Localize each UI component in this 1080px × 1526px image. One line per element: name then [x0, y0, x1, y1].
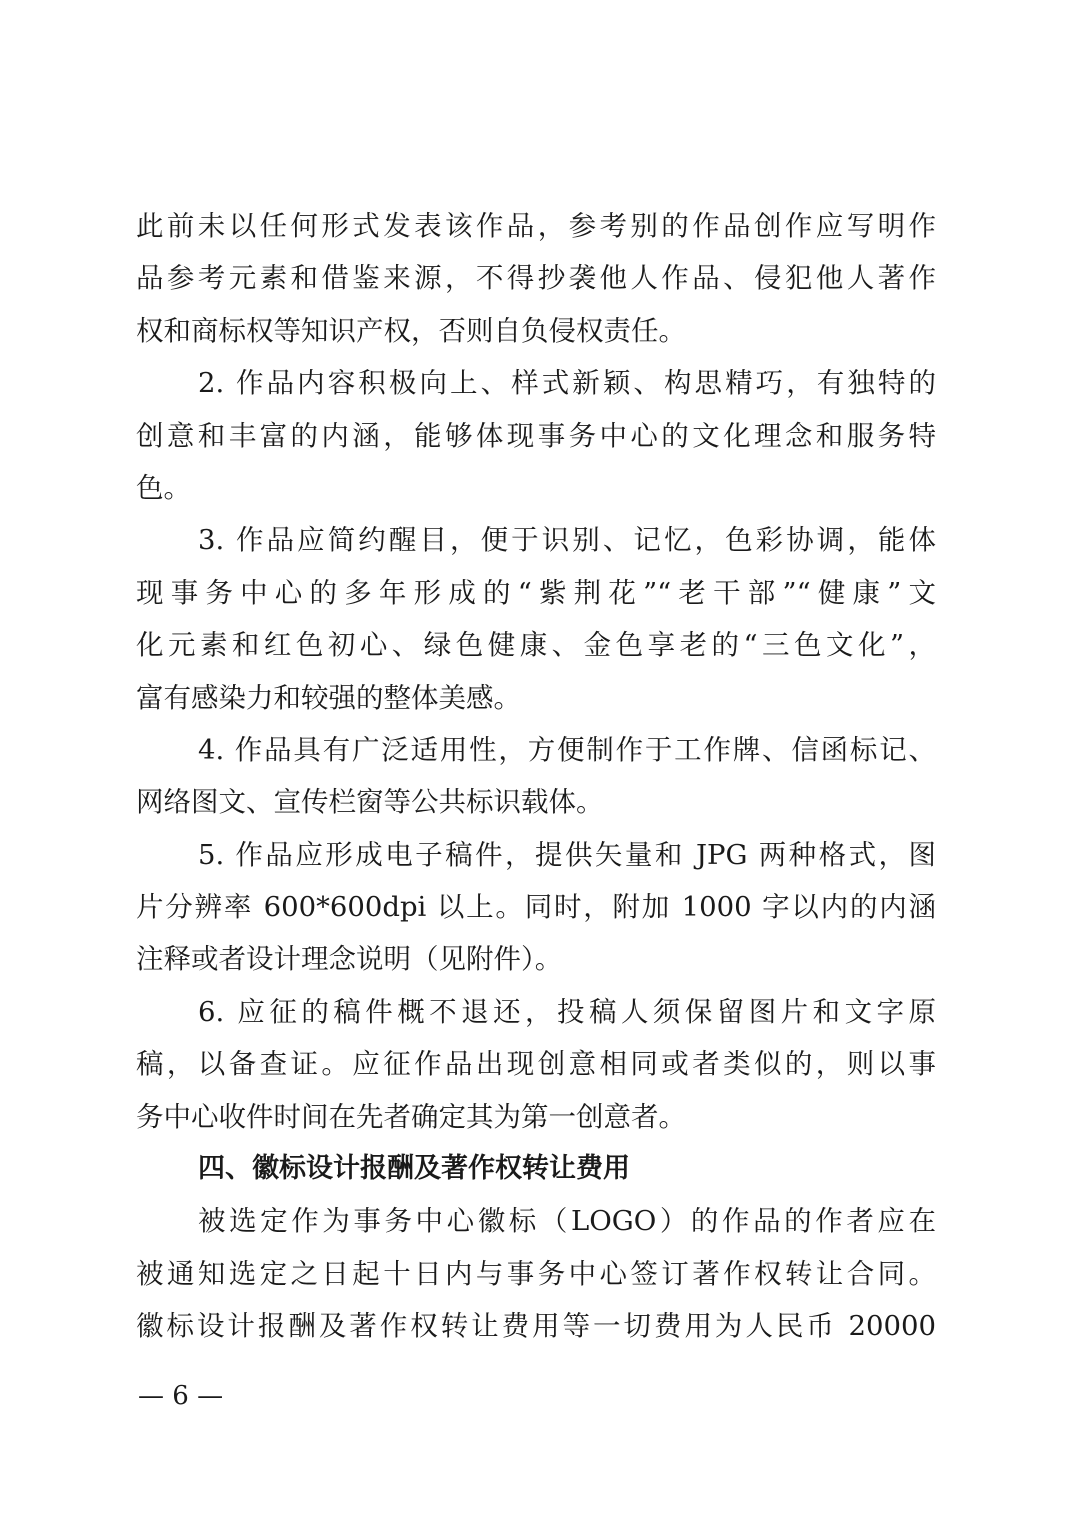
- text-line: [136, 410, 936, 462]
- text-line: [136, 933, 936, 985]
- text-line: [136, 1300, 936, 1352]
- text-line: [136, 1195, 936, 1247]
- text-line-content: 品参考元素和借鉴来源，不得抄袭他人作品、侵犯他人著作: [136, 262, 936, 295]
- text-line: [136, 776, 936, 828]
- text-line-content: 现事务中心的多年形成的“紫荆花”“老干部”“健康”文: [136, 576, 936, 609]
- text-line-content: 3. 作品应简约醒目，便于识别、记忆，色彩协调，能体: [198, 524, 936, 557]
- text-line-content: 被选定作为事务中心徽标（LOGO）的作品的作者应在: [198, 1205, 936, 1238]
- text-line-content: 富有感染力和较强的整体美感。: [136, 681, 521, 714]
- text-line-content: 网络图文、宣传栏窗等公共标识载体。: [136, 786, 604, 819]
- text-line-content: 徽标设计报酬及著作权转让费用等一切费用为人民币 20000: [136, 1310, 936, 1343]
- text-line-content: 稿，以备查证。应征作品出现创意相同或者类似的，则以事: [136, 1048, 936, 1081]
- text-line-content: 此前未以任何形式发表该作品，参考别的作品创作应写明作: [136, 210, 936, 242]
- text-line: [136, 1248, 936, 1300]
- text-line: [136, 200, 936, 252]
- text-line-content: 片分辨率 600*600dpi 以上。同时，附加 1000 字以内的内涵: [136, 891, 936, 924]
- text-line: [136, 514, 936, 566]
- text-line: [136, 829, 936, 881]
- body-text: [136, 200, 936, 1353]
- text-line-content: 5. 作品应形成电子稿件，提供矢量和 JPG 两种格式，图: [198, 838, 936, 871]
- text-line-content: 2. 作品内容积极向上、样式新颖、构思精巧，有独特的: [198, 367, 936, 400]
- text-line-content: 4. 作品具有广泛适用性，方便制作于工作牌、信函标记、: [198, 733, 936, 766]
- text-line: [136, 305, 936, 357]
- text-line: [136, 986, 936, 1038]
- page-number: — 6 —: [138, 1381, 224, 1411]
- text-line-content: 色。: [136, 471, 191, 504]
- text-line: [136, 357, 936, 409]
- text-line: [136, 619, 936, 671]
- text-line: [136, 672, 936, 724]
- text-line-content: 化元素和红色初心、绿色健康、金色享老的“三色文化”，: [136, 629, 936, 662]
- section-heading: [136, 1143, 936, 1195]
- text-line-content: 6. 应征的稿件概不退还，投稿人须保留图片和文字原: [198, 995, 936, 1028]
- text-line: [136, 881, 936, 933]
- text-line-content: 务中心收件时间在先者确定其为第一创意者。: [136, 1100, 686, 1133]
- text-line: [136, 252, 936, 304]
- text-line: [136, 1038, 936, 1090]
- text-line: [136, 462, 936, 514]
- text-line-content: 权和商标权等知识产权，否则自负侵权责任。: [136, 314, 686, 347]
- text-line: [136, 1091, 936, 1143]
- text-line-content: 创意和丰富的内涵，能够体现事务中心的文化理念和服务特: [136, 419, 936, 452]
- text-line-content: 注释或者设计理念说明（见附件）。: [136, 943, 563, 976]
- text-line: [136, 724, 936, 776]
- text-line: [136, 567, 936, 619]
- section-heading-text: 四、徽标设计报酬及著作权转让费用: [198, 1153, 630, 1185]
- text-line-content: 被通知选定之日起十日内与事务中心签订著作权转让合同。: [136, 1257, 936, 1290]
